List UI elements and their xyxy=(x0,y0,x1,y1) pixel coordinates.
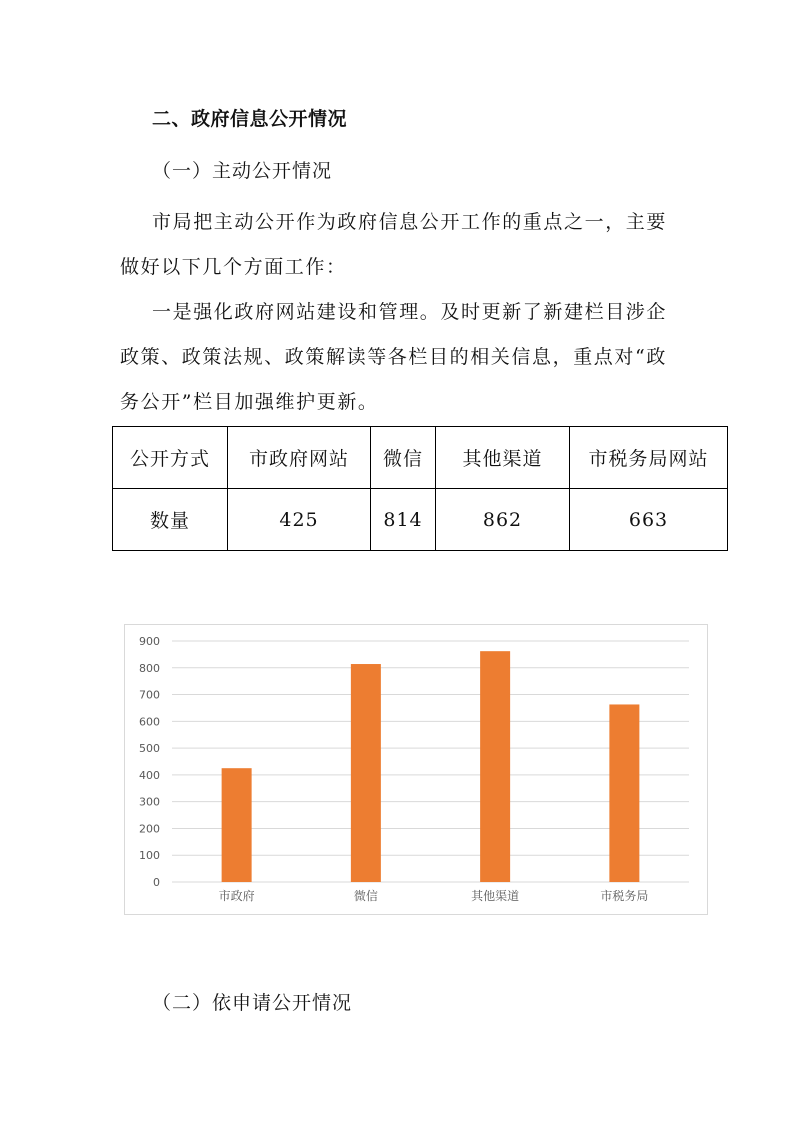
table-cell: 663 xyxy=(570,489,728,551)
paragraph-website: 一是强化政府网站建设和管理。及时更新了新建栏目涉企政策、政策法规、政策解读等各栏目的相关信息，重点对“政务公开”栏目加强维护更新。 xyxy=(120,301,668,413)
y-tick-label: 500 xyxy=(139,742,160,756)
bar xyxy=(222,768,252,882)
paragraph-intro: 市局把主动公开作为政府信息公开工作的重点之一，主要做好以下几个方面工作： xyxy=(120,211,668,278)
x-tick-label: 市税务局 xyxy=(600,889,649,903)
bar-chart-svg xyxy=(125,625,707,914)
bar xyxy=(480,651,510,882)
x-tick-label: 其他渠道 xyxy=(471,889,520,903)
y-tick-label: 600 xyxy=(139,715,160,729)
table-row xyxy=(113,489,728,551)
x-tick-label: 微信 xyxy=(353,889,378,903)
table-cell: 425 xyxy=(228,489,371,551)
table-cell: 微信 xyxy=(371,427,436,489)
disclosure-table xyxy=(112,426,728,551)
y-tick-label: 400 xyxy=(139,768,160,782)
bar xyxy=(351,664,381,882)
subheading-active-disclosure: （一）主动公开情况 xyxy=(152,160,333,182)
y-tick-label: 200 xyxy=(139,822,160,836)
table-cell: 其他渠道 xyxy=(436,427,570,489)
y-tick-label: 700 xyxy=(139,688,160,702)
x-tick-label: 市政府 xyxy=(218,889,255,903)
bar xyxy=(609,704,639,882)
table-cell: 数量 xyxy=(113,489,228,551)
y-tick-label: 900 xyxy=(139,635,160,648)
y-tick-label: 300 xyxy=(139,795,160,809)
subheading-request-disclosure: （二）依申请公开情况 xyxy=(152,992,353,1014)
y-tick-label: 800 xyxy=(139,661,160,675)
table-cell: 市政府网站 xyxy=(228,427,371,489)
table-cell: 814 xyxy=(371,489,436,551)
bar-chart xyxy=(124,624,708,915)
y-tick-label: 0 xyxy=(153,876,160,889)
table-header-row xyxy=(113,427,728,489)
table-cell: 公开方式 xyxy=(113,427,228,489)
table-cell: 862 xyxy=(436,489,570,551)
y-tick-label: 100 xyxy=(139,849,160,863)
table-cell: 市税务局网站 xyxy=(570,427,728,489)
section-heading: 二、政府信息公开情况 xyxy=(152,108,348,130)
